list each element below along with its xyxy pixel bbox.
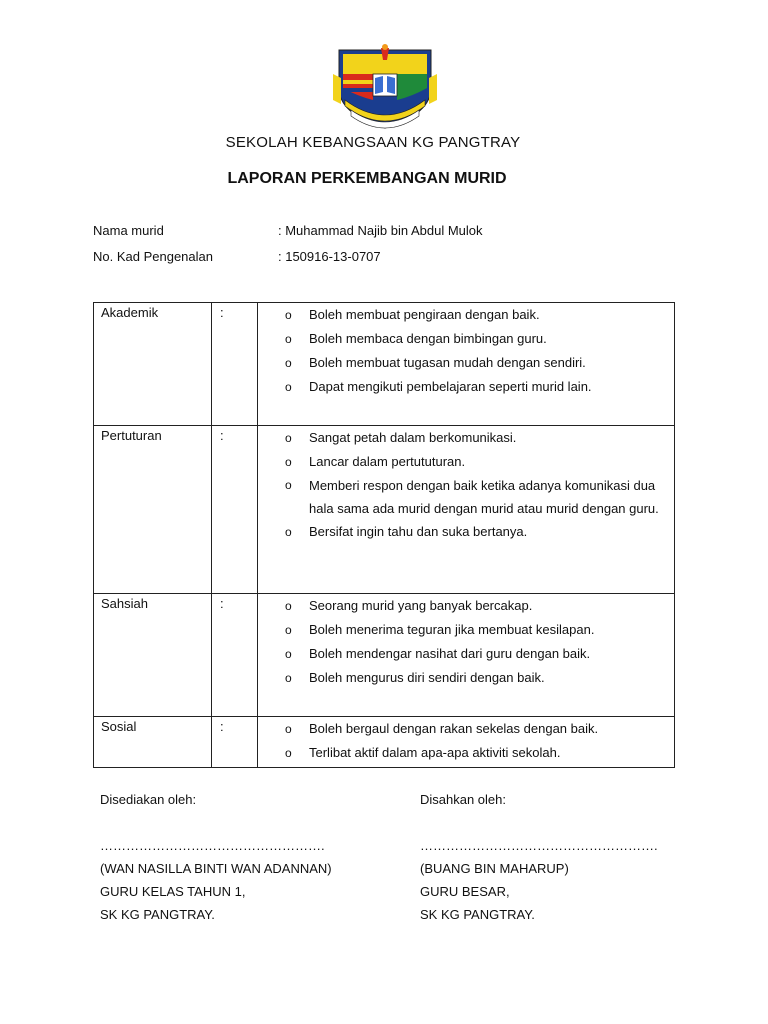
signature-line: …………………………………………….	[100, 838, 325, 853]
list-item: o Lancar dalam pertututuran.	[285, 450, 668, 474]
category-colon: :	[212, 303, 258, 426]
approved-by-label: Disahkan oleh:	[420, 792, 506, 807]
bullet-icon: o	[285, 455, 292, 469]
category-colon: :	[212, 426, 258, 594]
bullet-icon: o	[285, 671, 292, 685]
assessment-table	[93, 302, 675, 768]
bullet-icon: o	[285, 525, 292, 539]
category-items	[258, 426, 675, 594]
assessment-row-pertuturan	[94, 426, 675, 594]
bullet-icon: o	[285, 308, 292, 322]
category-items	[258, 717, 675, 768]
assessment-row-akademik	[94, 303, 675, 426]
student-name-value: : Muhammad Najib bin Abdul Mulok	[278, 223, 483, 238]
bullet-icon: o	[285, 722, 292, 736]
category-items	[258, 594, 675, 717]
prepared-by-position: GURU KELAS TAHUN 1,	[100, 884, 246, 899]
approved-by-position: GURU BESAR,	[420, 884, 510, 899]
list-item: o Boleh mendengar nasihat dari guru dengan baik.	[285, 642, 668, 666]
bullet-icon: o	[285, 599, 292, 613]
category-items	[258, 303, 675, 426]
list-item: o Boleh membaca dengan bimbingan guru.	[285, 327, 668, 351]
bullet-icon: o	[285, 380, 292, 394]
list-item: o Boleh menerima teguran jika membuat kesilapan.	[285, 618, 668, 642]
list-item: o Boleh bergaul dengan rakan sekelas dengan baik.	[285, 717, 668, 741]
list-item: o Dapat mengikuti pembelajaran seperti murid lain.	[285, 375, 668, 399]
prepared-by-school: SK KG PANGTRAY.	[100, 907, 215, 922]
category-label: Sahsiah	[94, 594, 212, 717]
list-item: o Boleh membuat pengiraan dengan baik.	[285, 303, 668, 327]
bullet-icon: o	[285, 623, 292, 637]
assessment-row-sahsiah	[94, 594, 675, 717]
approved-by-school: SK KG PANGTRAY.	[420, 907, 535, 922]
bullet-icon: o	[285, 647, 292, 661]
bullet-icon: o	[285, 431, 292, 445]
school-crest-icon	[331, 44, 439, 130]
list-item: o Seorang murid yang banyak bercakap.	[285, 594, 668, 618]
list-item: o Boleh membuat tugasan mudah dengan sendiri.	[285, 351, 668, 375]
bullet-icon: o	[285, 356, 292, 370]
list-item: o Boleh mengurus diri sendiri dengan baik.	[285, 666, 668, 690]
signature-line: ……………………………………………….	[420, 838, 658, 853]
bullet-icon: o	[285, 478, 292, 492]
list-item: o Bersifat ingin tahu dan suka bertanya.	[285, 520, 668, 544]
prepared-by-label: Disediakan oleh:	[100, 792, 197, 807]
list-item: o Memberi respon dengan baik ketika adanya komunikasi dua hala sama ada murid dengan murid atau murid dengan guru.	[285, 474, 668, 520]
assessment-row-sosial	[94, 717, 675, 768]
student-ic-value: : 150916-13-0707	[278, 249, 381, 264]
bullet-icon: o	[285, 746, 292, 760]
category-colon: :	[212, 717, 258, 768]
prepared-by-name: (WAN NASILLA BINTI WAN ADANNAN)	[100, 861, 332, 876]
list-item: o Terlibat aktif dalam apa-apa aktiviti sekolah.	[285, 741, 668, 765]
approved-by-name: (BUANG BIN MAHARUP)	[420, 861, 569, 876]
bullet-icon: o	[285, 332, 292, 346]
category-label: Pertuturan	[94, 426, 212, 594]
student-name-label: Nama murid	[93, 223, 164, 238]
approved-by-block	[420, 788, 658, 926]
school-name: SEKOLAH KEBANGSAAN KG PANGTRAY	[225, 134, 521, 151]
list-item: o Sangat petah dalam berkomunikasi.	[285, 426, 668, 450]
category-colon: :	[212, 594, 258, 717]
prepared-by-block	[100, 788, 332, 926]
report-title: LAPORAN PERKEMBANGAN MURID	[227, 170, 507, 187]
student-ic-label: No. Kad Pengenalan	[93, 249, 213, 264]
category-label: Sosial	[94, 717, 212, 768]
category-label: Akademik	[94, 303, 212, 426]
